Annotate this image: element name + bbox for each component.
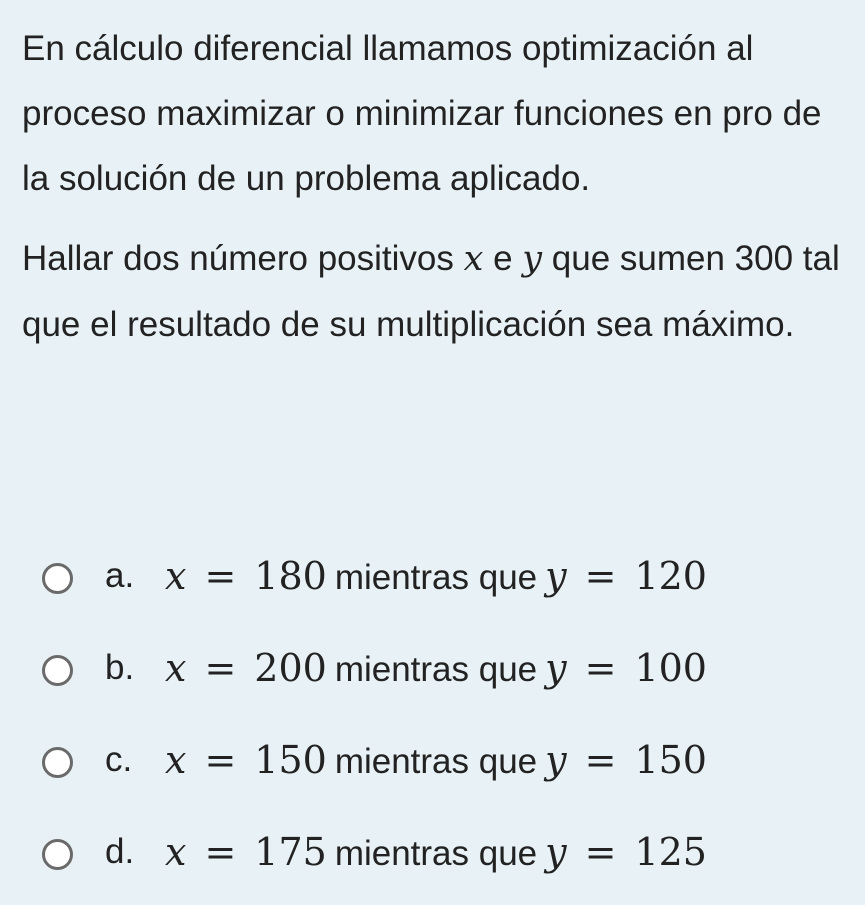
math-equals: = [584,830,617,874]
y-value: 125 [634,830,707,874]
math-var-y: y [545,830,567,874]
question-task [22,226,852,357]
connector-text: mientras que [334,742,538,781]
task-text-part2: que sumen 300 tal que el resultado de su multiplicación sea máximo. [22,239,840,344]
option-a[interactable] [42,530,842,622]
math-var-y: y [522,239,543,279]
math-equals: = [204,738,237,782]
option-expression [165,646,707,690]
question-intro: En cálculo diferencial llamamos optimización al proceso maximizar o minimizar funciones en pro de la solución de un problema aplicado. [22,29,822,198]
option-expression [165,830,707,874]
connector-text: mientras que [334,834,538,873]
x-value: 175 [254,830,327,874]
radio-button-a[interactable] [42,563,73,594]
task-text-e: e [483,239,523,278]
radio-button-c[interactable] [42,747,73,778]
option-expression [165,554,707,598]
math-equals: = [204,646,237,690]
task-text-part1: Hallar dos número positivos [22,239,464,278]
answer-options [42,530,842,898]
math-var-x: x [165,554,187,598]
math-equals: = [584,646,617,690]
x-value: 150 [254,738,327,782]
option-c[interactable] [42,714,842,806]
math-var-y: y [545,738,567,782]
math-var-y: y [545,554,567,598]
y-value: 150 [634,738,707,782]
math-var-x: x [165,830,187,874]
radio-button-b[interactable] [42,655,73,686]
math-var-x: x [165,646,187,690]
x-value: 180 [254,554,327,598]
question-text [22,16,852,357]
y-value: 120 [634,554,707,598]
option-expression [165,738,707,782]
option-b[interactable] [42,622,842,714]
connector-text: mientras que [334,650,538,689]
x-value: 200 [254,646,327,690]
math-var-y: y [545,646,567,690]
math-equals: = [204,554,237,598]
math-var-x: x [165,738,187,782]
option-letter: d. [105,832,135,871]
math-equals: = [204,830,237,874]
connector-text: mientras que [334,558,538,597]
option-letter: c. [105,740,133,779]
math-var-x: x [463,239,484,279]
math-equals: = [584,738,617,782]
option-letter: b. [105,648,135,687]
option-letter: a. [105,556,135,595]
radio-button-d[interactable] [42,839,73,870]
y-value: 100 [634,646,707,690]
option-d[interactable] [42,806,842,898]
math-equals: = [584,554,617,598]
